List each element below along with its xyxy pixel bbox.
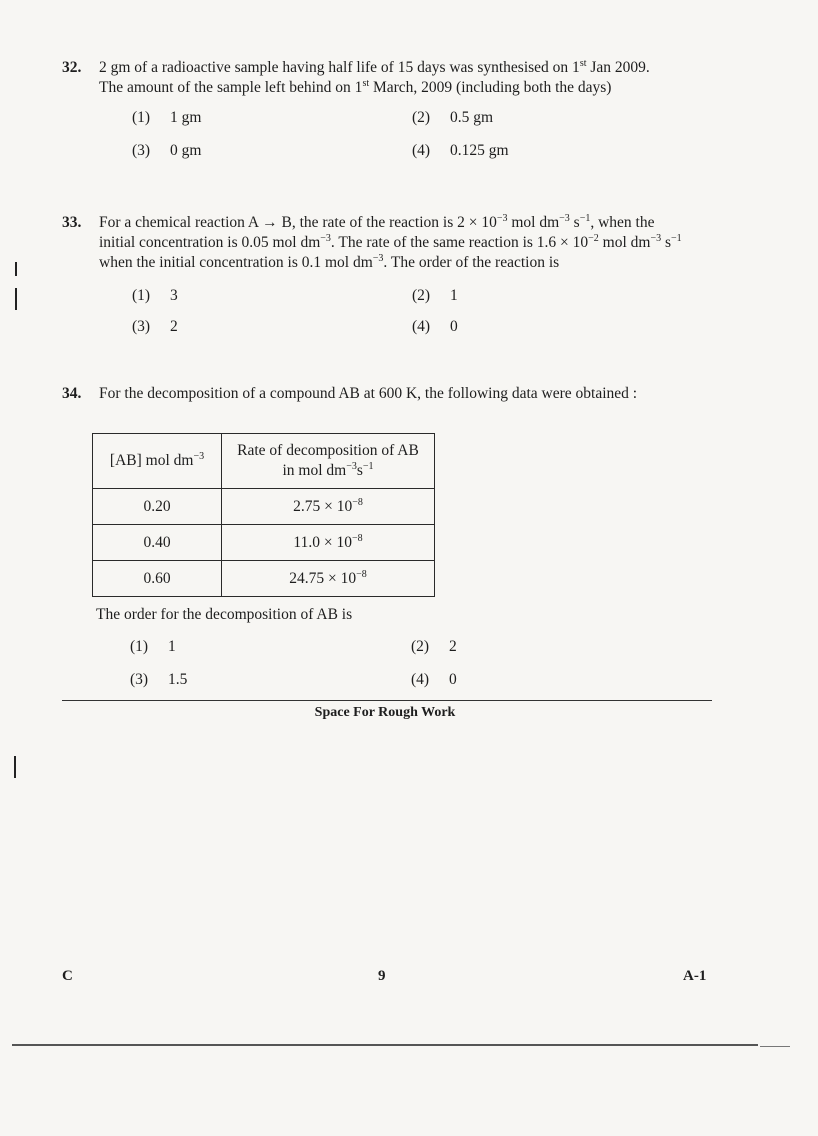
bottom-scan-line <box>12 1044 758 1046</box>
table-row <box>93 525 435 561</box>
question-32 <box>62 58 722 98</box>
page-number: 9 <box>378 968 386 984</box>
table-cell-concentration: 0.60 <box>93 561 222 597</box>
table-row <box>93 561 435 597</box>
question-text: For a chemical reaction A → B, the rate of the reaction is $2 \times 10^{-3}$ mol $dm^{-3}$ $s^{-1}$, when the initial concentration is 0.05 mol $dm^{-3}$. The rate of the same reaction is $1.6 \times 10^{-2}$ mol $dm^{-3}$ $s^{-1}$ when the initial concentration is 0.1 mol $dm^{-3}$. The order of the reaction is <box>99 212 682 271</box>
table-cell-rate: $11.0 \times 10^{-8}$ <box>222 525 435 561</box>
table-cell-rate: $2.75 \times 10^{-8}$ <box>222 489 435 525</box>
margin-mark <box>14 756 16 778</box>
rough-work-label: Space For Rough Work <box>314 705 456 720</box>
question-34 <box>62 384 722 404</box>
margin-mark <box>15 262 17 276</box>
rough-work-divider <box>62 700 712 701</box>
footer-left: C <box>62 968 73 984</box>
option-3: (3) 2 <box>132 318 178 335</box>
question-number: 32. <box>62 59 82 76</box>
option-2: (2) 2 <box>411 638 457 655</box>
option-1: (1) 1 <box>130 638 176 655</box>
option-4: (4) 0 <box>411 671 457 688</box>
table-cell-concentration: 0.20 <box>93 489 222 525</box>
question-follow-text: The order for the decomposition of AB is <box>96 606 353 623</box>
option-3: (3) 0 gm <box>132 142 202 159</box>
option-2: (2) 1 <box>412 287 458 304</box>
option-1: (1) 1 gm <box>132 109 202 126</box>
option-4: (4) 0.125 gm <box>412 142 509 159</box>
question-text: For the decomposition of a compound AB at 600 K, the following data were obtained : <box>99 385 638 402</box>
table-cell-rate: $24.75 \times 10^{-8}$ <box>222 561 435 597</box>
option-1: (1) 3 <box>132 287 178 304</box>
option-4: (4) 0 <box>412 318 458 335</box>
table-header-rate: Rate of decomposition of AB in mol $dm^{-3}s^{-1}$ <box>222 434 435 489</box>
table-cell-concentration: 0.40 <box>93 525 222 561</box>
bottom-scan-tick <box>760 1046 790 1047</box>
option-2: (2) 0.5 gm <box>412 109 494 126</box>
question-33 <box>62 213 722 273</box>
table-row <box>93 489 435 525</box>
footer-right: A-1 <box>683 968 707 984</box>
question-number: 33. <box>62 214 82 231</box>
option-3: (3) 1.5 <box>130 671 188 688</box>
table-header-concentration: [AB] mol $dm^{-3}$ <box>93 434 222 489</box>
table-header-row <box>93 434 435 489</box>
question-number: 34. <box>62 385 82 402</box>
question-text: 2 gm of a radioactive sample having half life of 15 days was synthesised on 1st Jan 2009. The amount of the sample left behind on 1st March, 2009 (including both the days) <box>99 57 650 96</box>
margin-mark <box>15 288 17 310</box>
decomposition-data-table <box>92 433 435 597</box>
